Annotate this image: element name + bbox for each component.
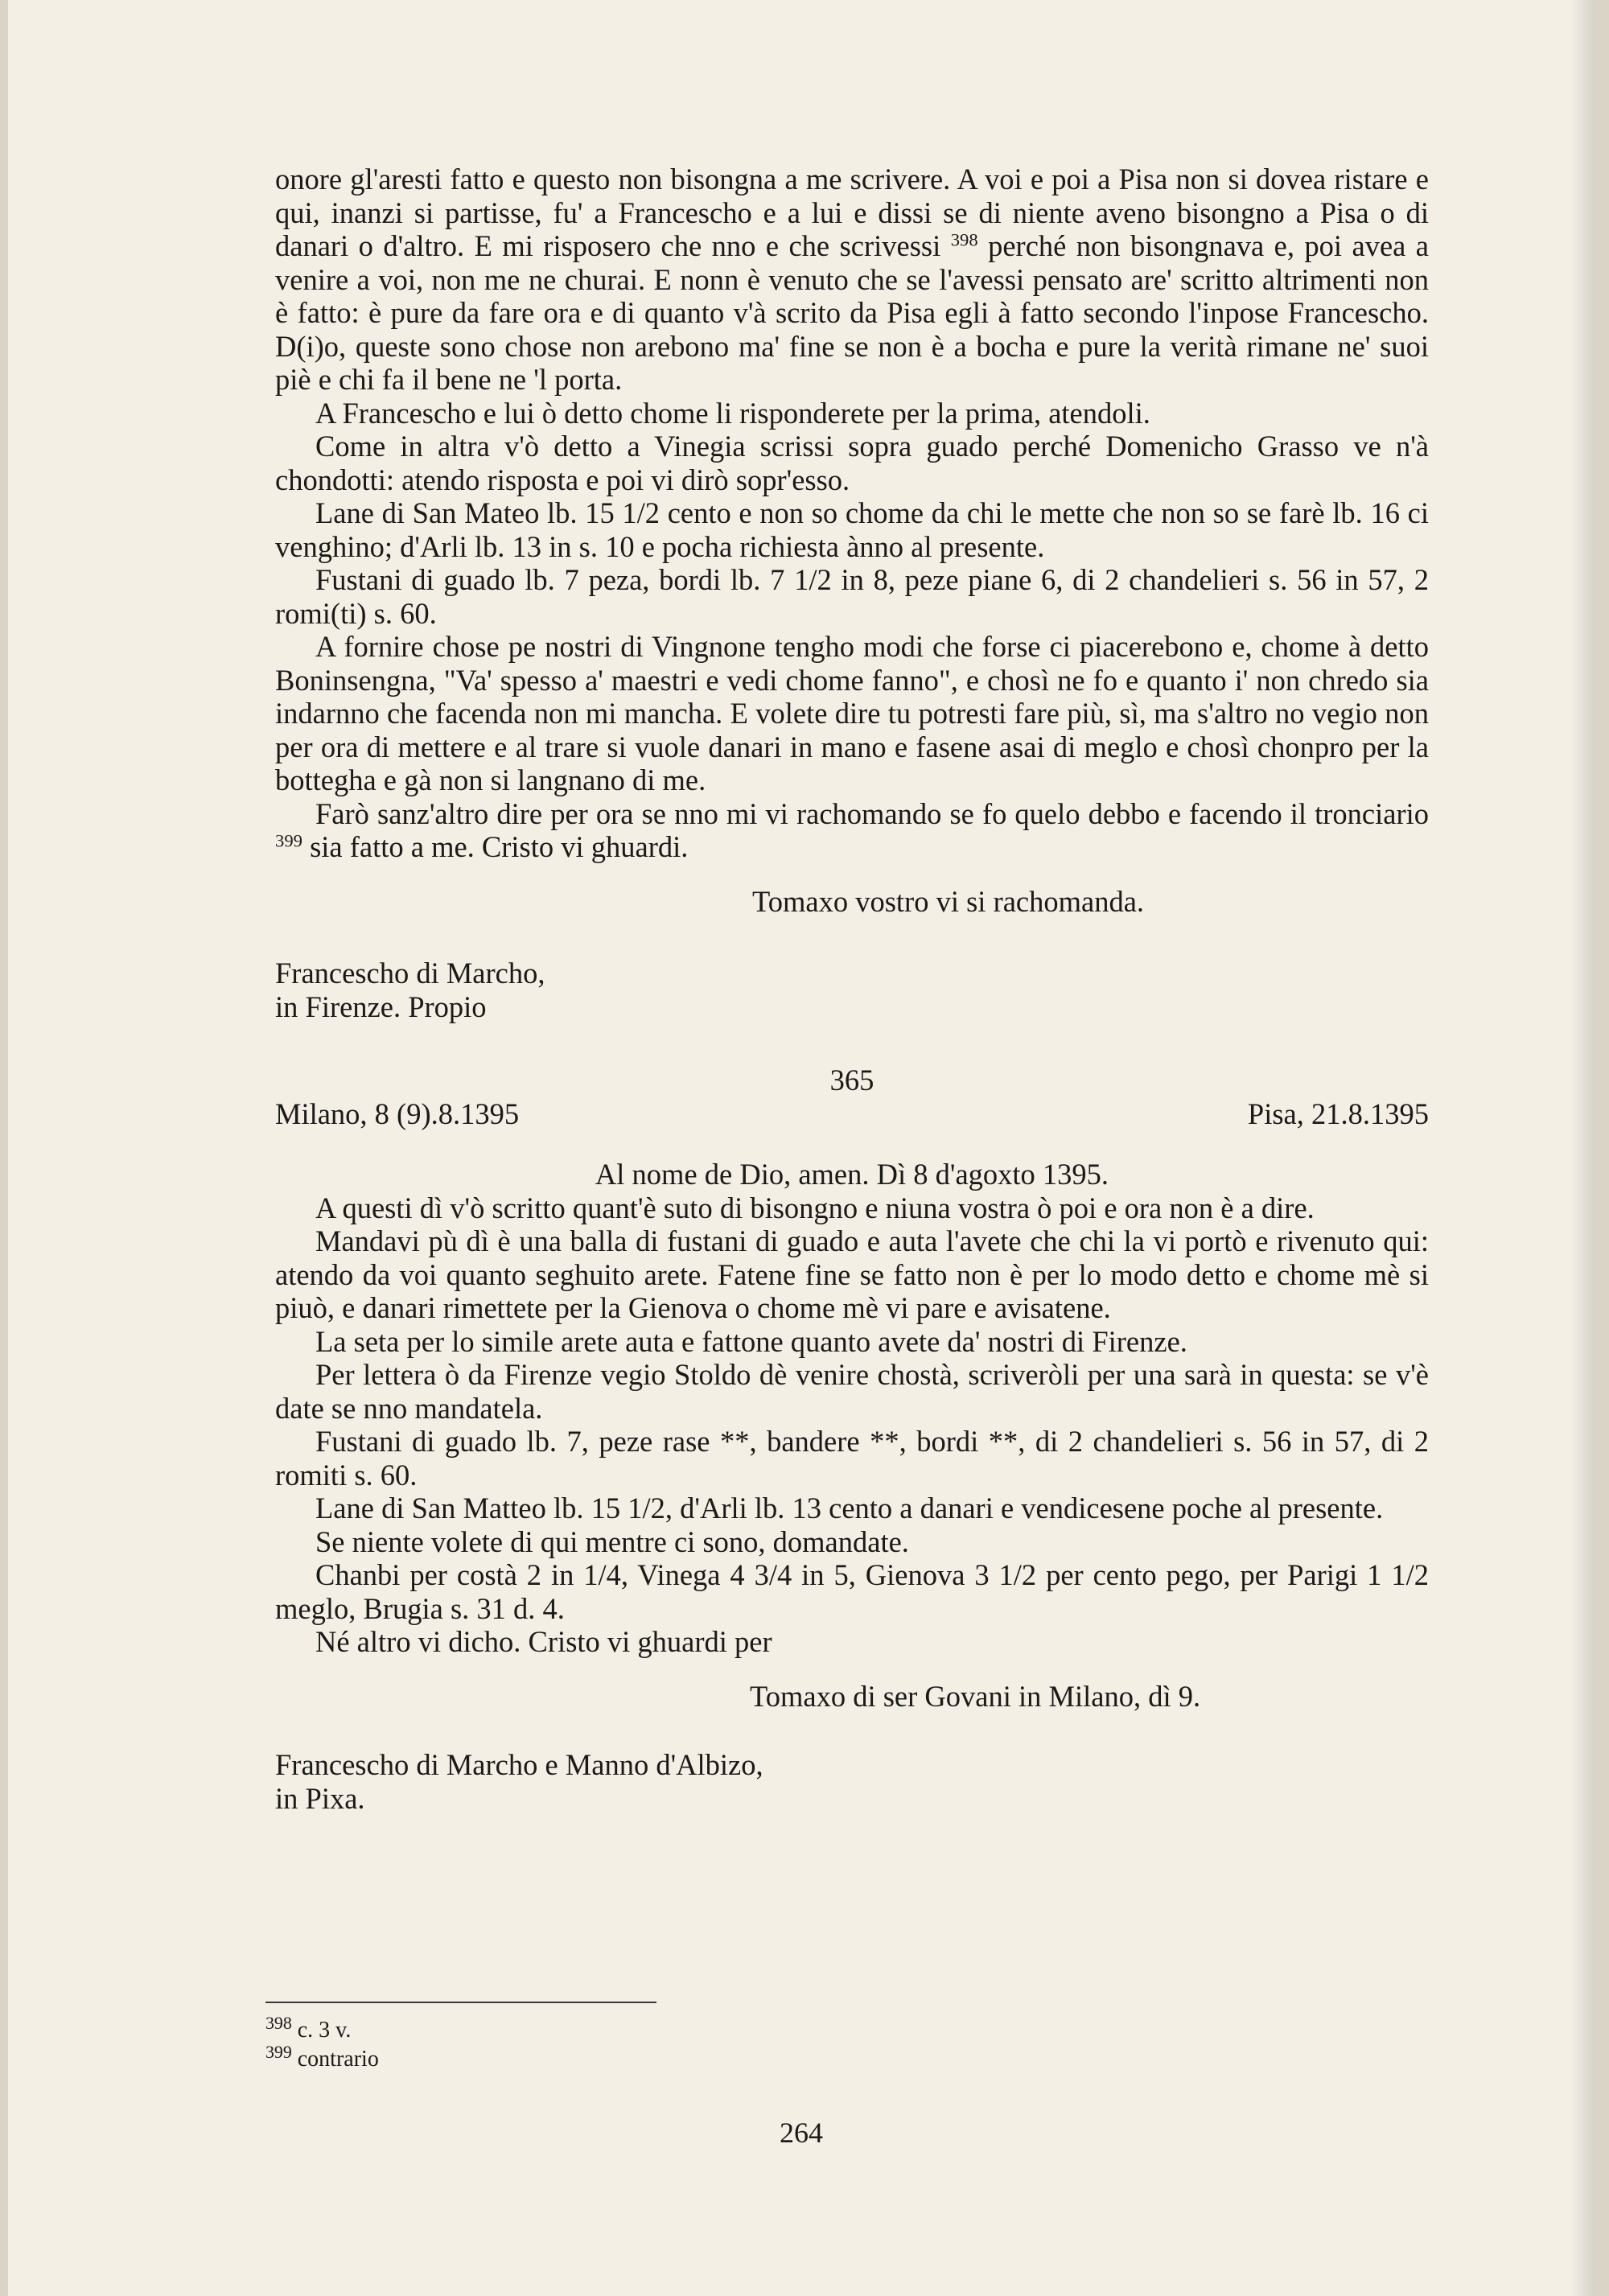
paragraph	[275, 1525, 1429, 1559]
paragraph-text: Farò sanz'altro dire per ora se nno mi vi rachomando se fo quelo debbo e facendo il tronciario	[315, 796, 1429, 830]
address-line: Francescho di Marcho,	[275, 957, 545, 990]
footnote	[265, 2016, 748, 2045]
paragraph-text: Fustani di guado lb. 7, peze rase **, bandere **, bordi **, di 2 chandelieri s. 56 in 57, di 2 romiti s. 60.	[275, 1425, 1429, 1492]
footnote-rule	[265, 2002, 656, 2003]
paragraph	[275, 397, 1429, 430]
paragraph-text: La seta per lo simile arete auta e fattone quanto avete da' nostri di Firenze.	[315, 1324, 1187, 1358]
footnotes	[265, 2016, 748, 2074]
footnote-number: 398	[265, 2014, 292, 2034]
paragraph-text: Mandavi pù dì è una balla di fustani di guado e auta l'avete che chi la vi portò e rivenuto qui: atendo da voi quanto seghuito arete. Fatene fine se fatto non è per lo modo detto e chome mè si piuò, e danari rimettete per la Gienova o chome mè vi pare e avisatene.	[275, 1224, 1429, 1324]
paragraph-text: A fornire chose pe nostri di Vingnone tengho modi che forse ci piacerebono e, chome à detto Boninsengna, "Va' spesso a' maestri e vedi chome fanno", e chosì ne fo e quanto i' non chredo sia indarnno che facenda non mi mancha. E volete dire tu potresti fare più, sì, ma s'altro no vegio non per ora di mettere e al trare si vuole danari in mano e fasene asai di meglo e chosì chonpro per la bottegha e gà non si langnano di me.	[275, 630, 1429, 796]
paragraph	[275, 630, 1429, 797]
address-line: Francescho di Marcho e Manno d'Albizo,	[275, 1748, 763, 1781]
paragraph	[275, 1558, 1429, 1625]
footnote-text: c. 3 v.	[297, 2018, 352, 2043]
paragraph	[275, 163, 1429, 397]
paragraph	[275, 1625, 1429, 1659]
paragraph	[275, 1224, 1429, 1325]
paragraph-text: Per lettera ò da Firenze vegio Stoldo dè venire chostà, scriveròli per una sarà in questa: se v'è date se nno mandatela.	[275, 1358, 1429, 1425]
footnote-ref: 399	[275, 830, 302, 851]
letter-364-address	[275, 957, 1429, 1023]
letter-365-signature: Tomaxo di ser Govani in Milano, dì 9.	[750, 1679, 1201, 1713]
paragraph-text: Lane di San Matteo lb. 15 1/2, d'Arli lb. 13 cento a danari e vendicesene poche al presente.	[315, 1492, 1384, 1524]
paragraph-text: A Francescho e lui ò detto chome li risponderete per la prima, atendoli.	[315, 396, 1150, 430]
letter-heading: Al nome de Dio, amen. Dì 8 d'agoxto 1395.	[595, 1158, 1109, 1191]
letter-date-row	[275, 1097, 1429, 1131]
footnote-number: 399	[265, 2043, 292, 2063]
paragraph-text: onore gl'aresti fatto e questo non bisongna a me scrivere. A voi e poi a Pisa non si dovea ristare e qui, inanzi si partisse, fu' a Francescho e a lui e dissi se di niente aveno bisongno a Pisa o di danari o d'altro. E mi risposero che nno e che scrivessi	[275, 163, 1429, 262]
footnote-text: contrario	[297, 2047, 379, 2072]
book-page	[8, 0, 1595, 2296]
footnote	[265, 2045, 748, 2074]
paragraph-text: sia fatto a me. Cristo vi ghuardi.	[302, 830, 689, 863]
date-right: Pisa, 21.8.1395	[1247, 1097, 1429, 1130]
paragraph	[275, 563, 1429, 630]
page-edge-shadow	[1570, 0, 1595, 2296]
paragraph	[275, 1325, 1429, 1359]
paragraph-text: Chanbi per costà 2 in 1/4, Vinega 4 3/4 in 5, Gienova 3 1/2 per cento pego, per Parigi 1 1/2 meglo, Brugia s. 31 d. 4.	[275, 1558, 1429, 1625]
paragraph	[275, 430, 1429, 496]
paragraph	[275, 496, 1429, 563]
paragraph-text: Se niente volete di qui mentre ci sono, domandate.	[315, 1524, 909, 1558]
paragraph-text: perché non bisongnava e, poi avea a venire a voi, non me ne churai. E nonn è venuto che se l'avessi pensato are' scritto altrimenti non è fatto: è pure da fare ora e di quanto v'à scrito da Pisa egli à fatto secondo l'inpose Francescho. D(i)o, queste sono chose non arebono ma' fine se non è a bocha e pure la verità rimane ne' suoi piè e chi fa il bene ne 'l porta.	[275, 229, 1430, 396]
letter-364-body	[275, 163, 1429, 864]
page-number: 264	[780, 2117, 823, 2149]
paragraph	[275, 1358, 1429, 1425]
letter-number: 365	[829, 1064, 874, 1097]
main-text	[275, 163, 1429, 1815]
paragraph-text: Fustani di guado lb. 7 peza, bordi lb. 7 1/2 in 8, peze piane 6, di 2 chandelieri s. 56 in 57, 2 romi(ti) s. 60.	[275, 563, 1429, 630]
address-line: in Pixa.	[275, 1781, 365, 1815]
paragraph	[275, 1191, 1429, 1225]
letter-365-body	[275, 1191, 1429, 1659]
paragraph	[275, 797, 1429, 864]
address-line: in Firenze. Propio	[275, 990, 487, 1023]
paragraph-text: Come in altra v'ò detto a Vinegia scrissi sopra guado perché Domenicho Grasso ve n'à chondotti: atendo risposta e poi vi dirò sopr'esso.	[275, 430, 1429, 496]
letter-365-address	[275, 1748, 1429, 1815]
paragraph	[275, 1425, 1429, 1492]
footnote-ref: 398	[950, 229, 978, 250]
paragraph	[275, 1492, 1429, 1525]
paragraph-text: Lane di San Mateo lb. 15 1/2 cento e non so chome da chi le mette che non so se farè lb. 16 ci venghino; d'Arli lb. 13 in s. 10 e pocha richiesta ànno al presente.	[275, 496, 1429, 563]
paragraph-text: A questi dì v'ò scritto quant'è suto di bisongno e niuna vostra ò poi e ora non è a dire.	[315, 1191, 1315, 1224]
paragraph-text: Né altro vi dicho. Cristo vi ghuardi per	[315, 1625, 772, 1658]
date-left: Milano, 8 (9).8.1395	[275, 1097, 520, 1130]
letter-364-signature: Tomaxo vostro vi si rachomanda.	[752, 884, 1145, 918]
